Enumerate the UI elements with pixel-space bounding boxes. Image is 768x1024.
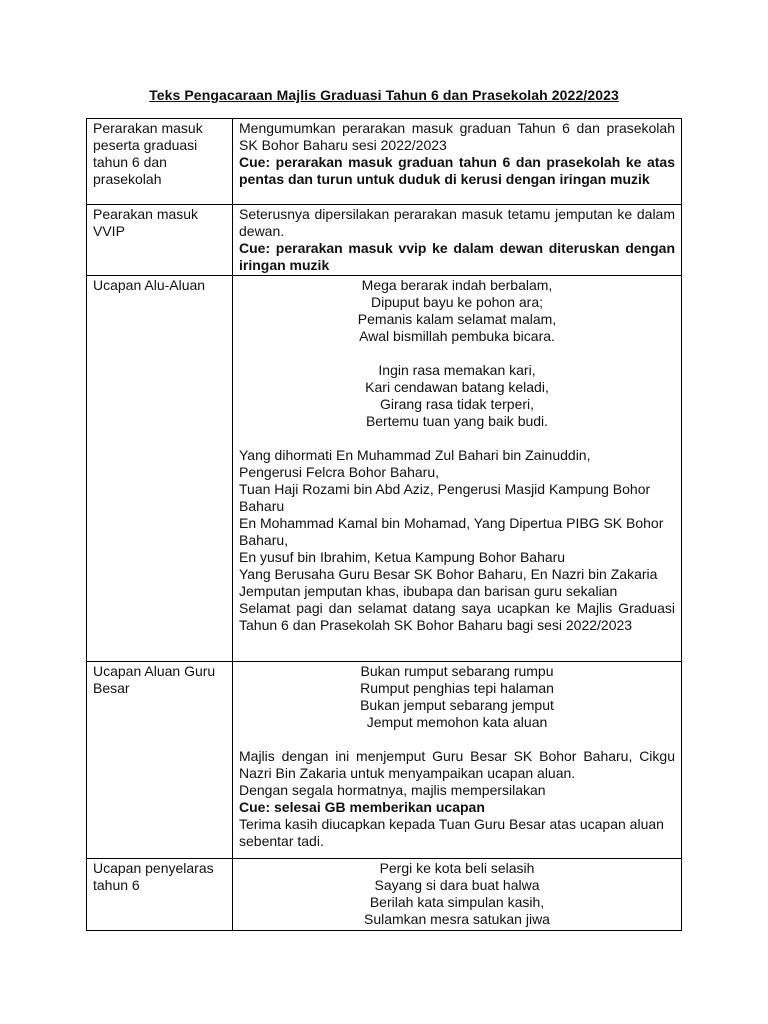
spacer — [239, 430, 675, 447]
pantun-line: Ingin rasa memakan kari, — [378, 362, 536, 378]
pantun-line: Bukan jemput sebarang jemput — [360, 697, 554, 713]
salutation-line: Yang dihormati En Muhammad Zul Bahari bin Zainuddin, — [239, 447, 591, 463]
row-label: Ucapan Alu-Aluan — [87, 276, 233, 662]
salutation-line: En yusuf bin Ibrahim, Ketua Kampung Bohor Baharu — [239, 549, 566, 565]
instruction-text: Terima kasih diucapkan kepada Tuan Guru Besar atas ucapan aluan sebentar tadi. — [239, 816, 664, 849]
pantun-line: Berilah kata simpulan kasih, — [369, 894, 545, 910]
pantun-line: Sayang si dara buat halwa — [374, 877, 540, 893]
salutation-line: Jemputan jemputan khas, ibubapa dan barisan guru sekalian — [239, 583, 618, 599]
row-label: Perarakan masuk peserta graduasi tahun 6 dan prasekolah — [87, 119, 233, 205]
instruction-text: Dengan segala hormatnya, majlis mempersilakan — [239, 782, 546, 798]
row-label: Ucapan penyelaras tahun 6 — [87, 859, 233, 931]
programme-table — [86, 118, 682, 931]
instruction-text: Mengumumkan perarakan masuk graduan Tahun 6 dan prasekolah SK Bohor Baharu sesi 2022/2023 — [239, 120, 675, 153]
row-label: Ucapan Aluan Guru Besar — [87, 662, 233, 859]
salutation-line: Pengerusi Felcra Bohor Baharu, — [239, 464, 439, 480]
pantun-line: Pemanis kalam selamat malam, — [357, 311, 557, 327]
row-label: Pearakan masuk VVIP — [87, 205, 233, 276]
table-row — [87, 859, 682, 931]
salutation-line: En Mohammad Kamal bin Mohamad, Yang Dipertua PIBG SK Bohor Baharu, — [239, 515, 664, 548]
pantun-line: Pergi ke kota beli selasih — [379, 860, 535, 876]
spacer — [239, 731, 675, 748]
salutation-line: Tuan Haji Rozami bin Abd Aziz, Pengerusi Masjid Kampung Bohor Baharu — [239, 481, 651, 514]
pantun-line: Mega berarak indah berbalam, — [361, 277, 553, 293]
row-content — [233, 119, 682, 205]
instruction-text: Seterusnya dipersilakan perarakan masuk tetamu jemputan ke dalam dewan. — [239, 206, 675, 239]
row-content — [233, 859, 682, 931]
instruction-text: Majlis dengan ini menjemput Guru Besar SK Bohor Baharu, Cikgu Nazri Bin Zakaria untuk menyampaikan ucapan aluan. — [239, 748, 675, 781]
pantun-line: Bukan rumput sebarang rumpu — [360, 663, 554, 679]
cue-text: Cue: perarakan masuk vvip ke dalam dewan diteruskan dengan iringan muzik — [239, 240, 675, 273]
table-row — [87, 276, 682, 662]
row-content — [233, 276, 682, 662]
row-content — [233, 662, 682, 859]
pantun-line: Sulamkan mesra satukan jiwa — [364, 911, 550, 927]
table-row — [87, 119, 682, 205]
pantun-line: Jemput memohon kata aluan — [366, 714, 548, 730]
pantun-line: Rumput penghias tepi halaman — [360, 680, 554, 696]
table-row — [87, 205, 682, 276]
pantun-line: Dipuput bayu ke pohon ara; — [370, 294, 543, 310]
pantun-line: Bertemu tuan yang baik budi. — [365, 413, 549, 429]
pantun-line: Girang rasa tidak terperi, — [379, 396, 535, 412]
document-title: Teks Pengacaraan Majlis Graduasi Tahun 6 dan Prasekolah 2022/2023 — [149, 87, 619, 103]
pantun-line: Awal bismillah pembuka bicara. — [359, 328, 555, 344]
cue-text: Cue: perarakan masuk graduan tahun 6 dan prasekolah ke atas pentas dan turun untuk duduk di kerusi dengan iringan muzik — [239, 154, 675, 187]
salutation-line: Yang Berusaha Guru Besar SK Bohor Baharu, En Nazri bin Zakaria — [239, 566, 658, 582]
table-row — [87, 662, 682, 859]
spacer — [239, 345, 675, 362]
pantun-line: Kari cendawan batang keladi, — [365, 379, 549, 395]
row-content — [233, 205, 682, 276]
welcome-paragraph: Selamat pagi dan selamat datang saya ucapkan ke Majlis Graduasi Tahun 6 dan Prasekolah SK Bohor Baharu bagi sesi 2022/2023 — [239, 600, 675, 633]
cue-text: Cue: selesai GB memberikan ucapan — [239, 799, 485, 815]
